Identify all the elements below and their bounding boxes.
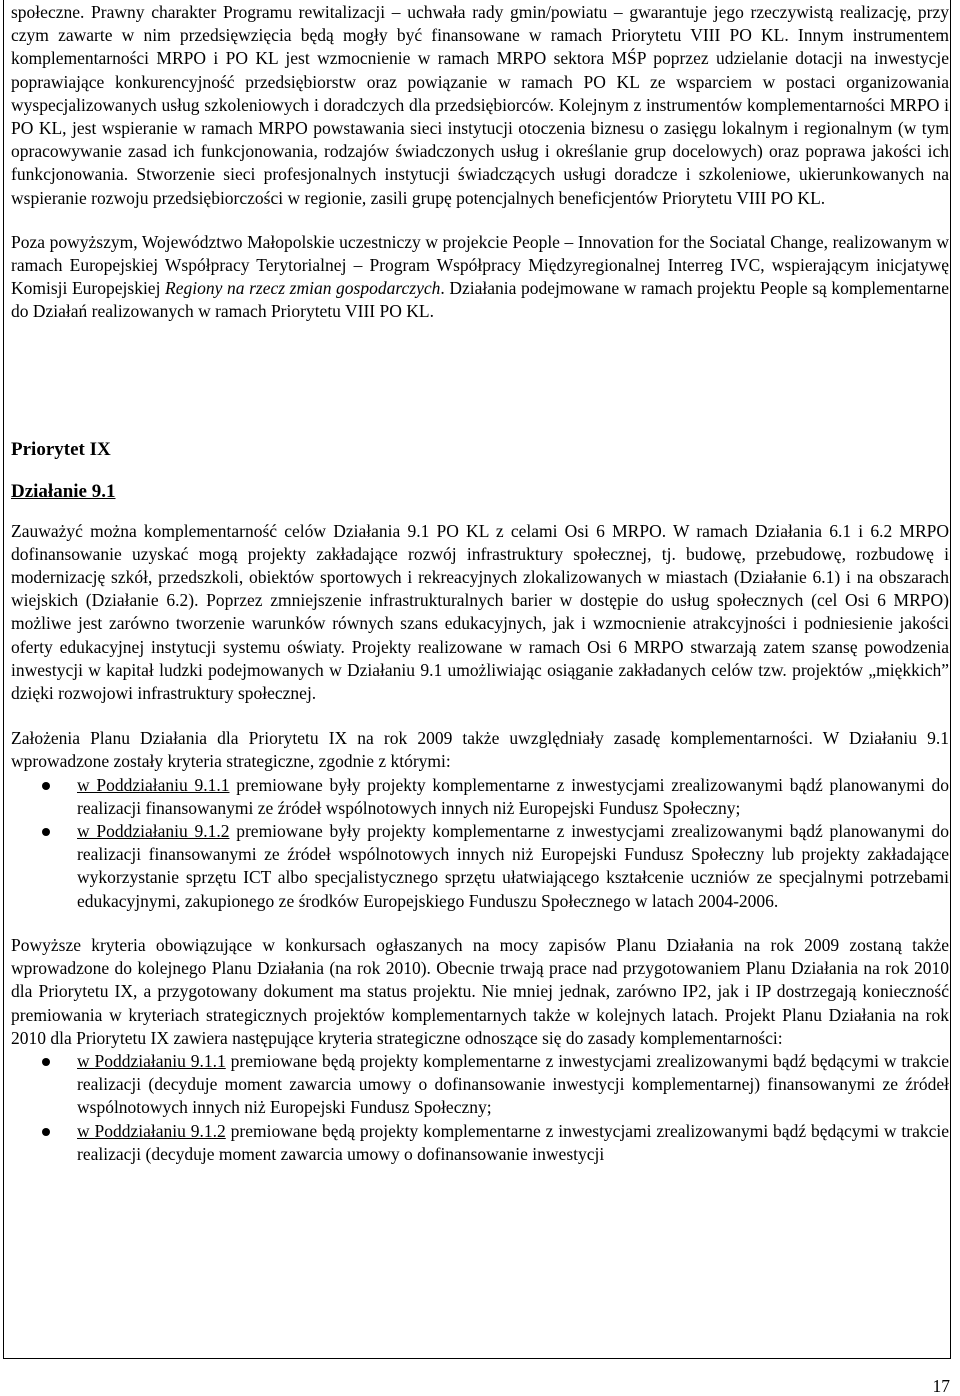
bullet-icon: [42, 782, 50, 790]
heading-priority: Priorytet IX: [11, 438, 111, 460]
paragraph-revitalization: społeczne. Prawny charakter Programu rewitalizacji – uchwała rady gmin/powiatu – gwarantuje jego rzeczywistą realizację, przy czym zawarte w nim przedsięwzięcia będą mogły być finansowane w ramach Priorytetu VIII PO KL. Innym instrumentem komplementarności MRPO i PO KL jest wzmocnienie w ramach MRPO sektora MŚP poprzez udzielanie dotacji na inwestycje poprawiające konkurencyjność przedsiębiorstw oraz powiązanie w ramach PO KL ze wsparciem w postaci organizowania wyspecjalizowanych usług szkoleniowych i doradczych dla przedsiębiorców. Kolejnym z instrumentów komplementarności MRPO i PO KL, jest wspieranie w ramach MRPO powstawania sieci instytucji otoczenia biznesu o zasięgu lokalnym i regionalnym (w tym opracowywanie zasad ich funkcjonowania, rodzajów świadczonych usług i określanie grup docelowych) oraz poprawa jakości ich funkcjonowania. Stworzenie sieci profesjonalnych instytucji świadczących usługi doradcze i szkoleniowe, ukierunkowanych na wspieranie rozwoju przedsiębiorczości w regionie, zasili grupę potencjalnych beneficjentów Priorytetu VIII PO KL.: [11, 2, 949, 208]
subaction-link: w Poddziałaniu 9.1.2: [77, 821, 230, 842]
bullet-icon: [42, 1128, 50, 1136]
bullet-icon: [42, 1058, 50, 1066]
subaction-link: w Poddziałaniu 9.1.1: [77, 1050, 226, 1071]
list-item-text: premiowane będą projekty komplementarne z inwestycjami zrealizowanymi bądź będącymi w trakcie realizacji (decyduje moment zawarcia umowy o dofinansowanie inwestycji komplementarnej) finansowanymi ze źródeł wspólnotowych innych niż Europejski Fundusz Społeczny;: [77, 1050, 949, 1118]
paragraph-people-text-end: . Działania podejmowane w ramach projektu People są komplementarne do Działań realizowanych w ramach Priorytetu VIII PO KL.: [11, 278, 949, 322]
criteria-list-2010: [11, 1050, 949, 1166]
list-item: [11, 1050, 949, 1120]
subaction-link: w Poddziałaniu 9.1.1: [77, 774, 230, 795]
list-item-text: premiowane będą projekty komplementarne z inwestycjami zrealizowanymi bądź będącymi w trakcie realizacji (decyduje moment zawarcia umowy o dofinansowanie inwestycji: [77, 1120, 949, 1164]
document-body: [11, 0, 949, 1166]
page-number: 17: [932, 1376, 950, 1396]
list-item: [11, 1120, 949, 1166]
bullet-icon: [42, 828, 50, 836]
paragraph-people-italic: Regiony na rzecz zmian gospodarczych: [165, 278, 441, 299]
list-item: [11, 820, 949, 913]
subaction-link: w Poddziałaniu 9.1.2: [77, 1120, 226, 1141]
list-item: [11, 774, 949, 820]
paragraph-people-text: Poza powyższym, Województwo Małopolskie uczestniczy w projekcie People – Innovation for the Sociatal Change, realizowanym w ramach Europejskiej Współpracy Terytorialnej – Program Współpracy Międzyregionalnej Interreg IVC, wspierającym inicjatywę Komisji Europejskiej: [11, 231, 949, 299]
paragraph-plan-2009: Założenia Planu Działania dla Priorytetu IX na rok 2009 także uwzględniały zasadę komplementarności. W Działaniu 9.1 wprowadzone zostały kryteria strategiczne, zgodnie z którymi:: [11, 728, 949, 772]
list-item-text: premiowane były projekty komplementarne z inwestycjami zrealizowanymi bądź planowanymi do realizacji finansowanymi ze źródeł wspólnotowych innych niż Europejski Fundusz Społeczny;: [77, 774, 949, 818]
paragraph-plan-2010: Powyższe kryteria obowiązujące w konkursach ogłaszanych na mocy zapisów Planu Działania na rok 2009 zostaną także wprowadzone do kolejnego Planu Działania (na rok 2010). Obecnie trwają prace nad przygotowaniem Planu Działania na rok 2010 dla Priorytetu IX, a przygotowany dokument ma status projektu. Nie mniej jednak, zarówno IP2, jak i IP dostrzegają konieczność premiowania w kryteriach strategicznych projektów komplementarnych także w kolejnych latach. Projekt Planu Działania na rok 2010 dla Priorytetu IX zawiera następujące kryteria strategiczne odnoszące się do zasady komplementarności:: [11, 934, 949, 1048]
paragraph-complementarity: Zauważyć można komplementarność celów Działania 9.1 PO KL z celami Osi 6 MRPO. W ramach Działania 6.1 i 6.2 MRPO dofinansowanie uzyskać mogą projekty zakładające rozwój infrastruktury społecznej, tj. budowę, przebudowę, rozbudowę i modernizację szkół, przedszkoli, obiektów sportowych i rekreacyjnych zlokalizowanych w miastach (Działanie 6.1) i na obszarach wiejskich (Działanie 6.2). Poprzez zmniejszenie infrastrukturalnych barier w dostępie do usług społecznych (cel Osi 6 MRPO) możliwe jest zarówno tworzenie warunków równych szans edukacyjnych, jak i wzmocnienie atrakcyjności i podniesienie jakości oferty edukacyjnej instytucji systemu oświaty. Projekty realizowane w ramach Osi 6 MRPO stwarzają zatem szansę powodzenia inwestycji w kapitał ludzki podejmowanych w Działaniu 9.1 umożliwiając osiąganie zakładanych celów tzw. projektów „miękkich” dzięki rozwojowi infrastruktury społecznej.: [11, 520, 949, 704]
paragraph-people-project: [11, 231, 949, 324]
criteria-list-2009: [11, 774, 949, 913]
heading-action: Działanie 9.1: [11, 480, 116, 502]
list-item-text: premiowane były projekty komplementarne z inwestycjami zrealizowanymi bądź planowanymi do realizacji finansowanymi ze źródeł wspólnotowych innych niż Europejski Fundusz Społeczny lub projekty zakładające wykorzystanie sprzętu ICT albo specjalistycznego sprzętu ułatwiającego kształcenie uczniów ze specjalnymi potrzebami edukacyjnymi, zakupionego ze środków Europejskiego Funduszu Społecznego w latach 2004-2006.: [77, 821, 949, 911]
